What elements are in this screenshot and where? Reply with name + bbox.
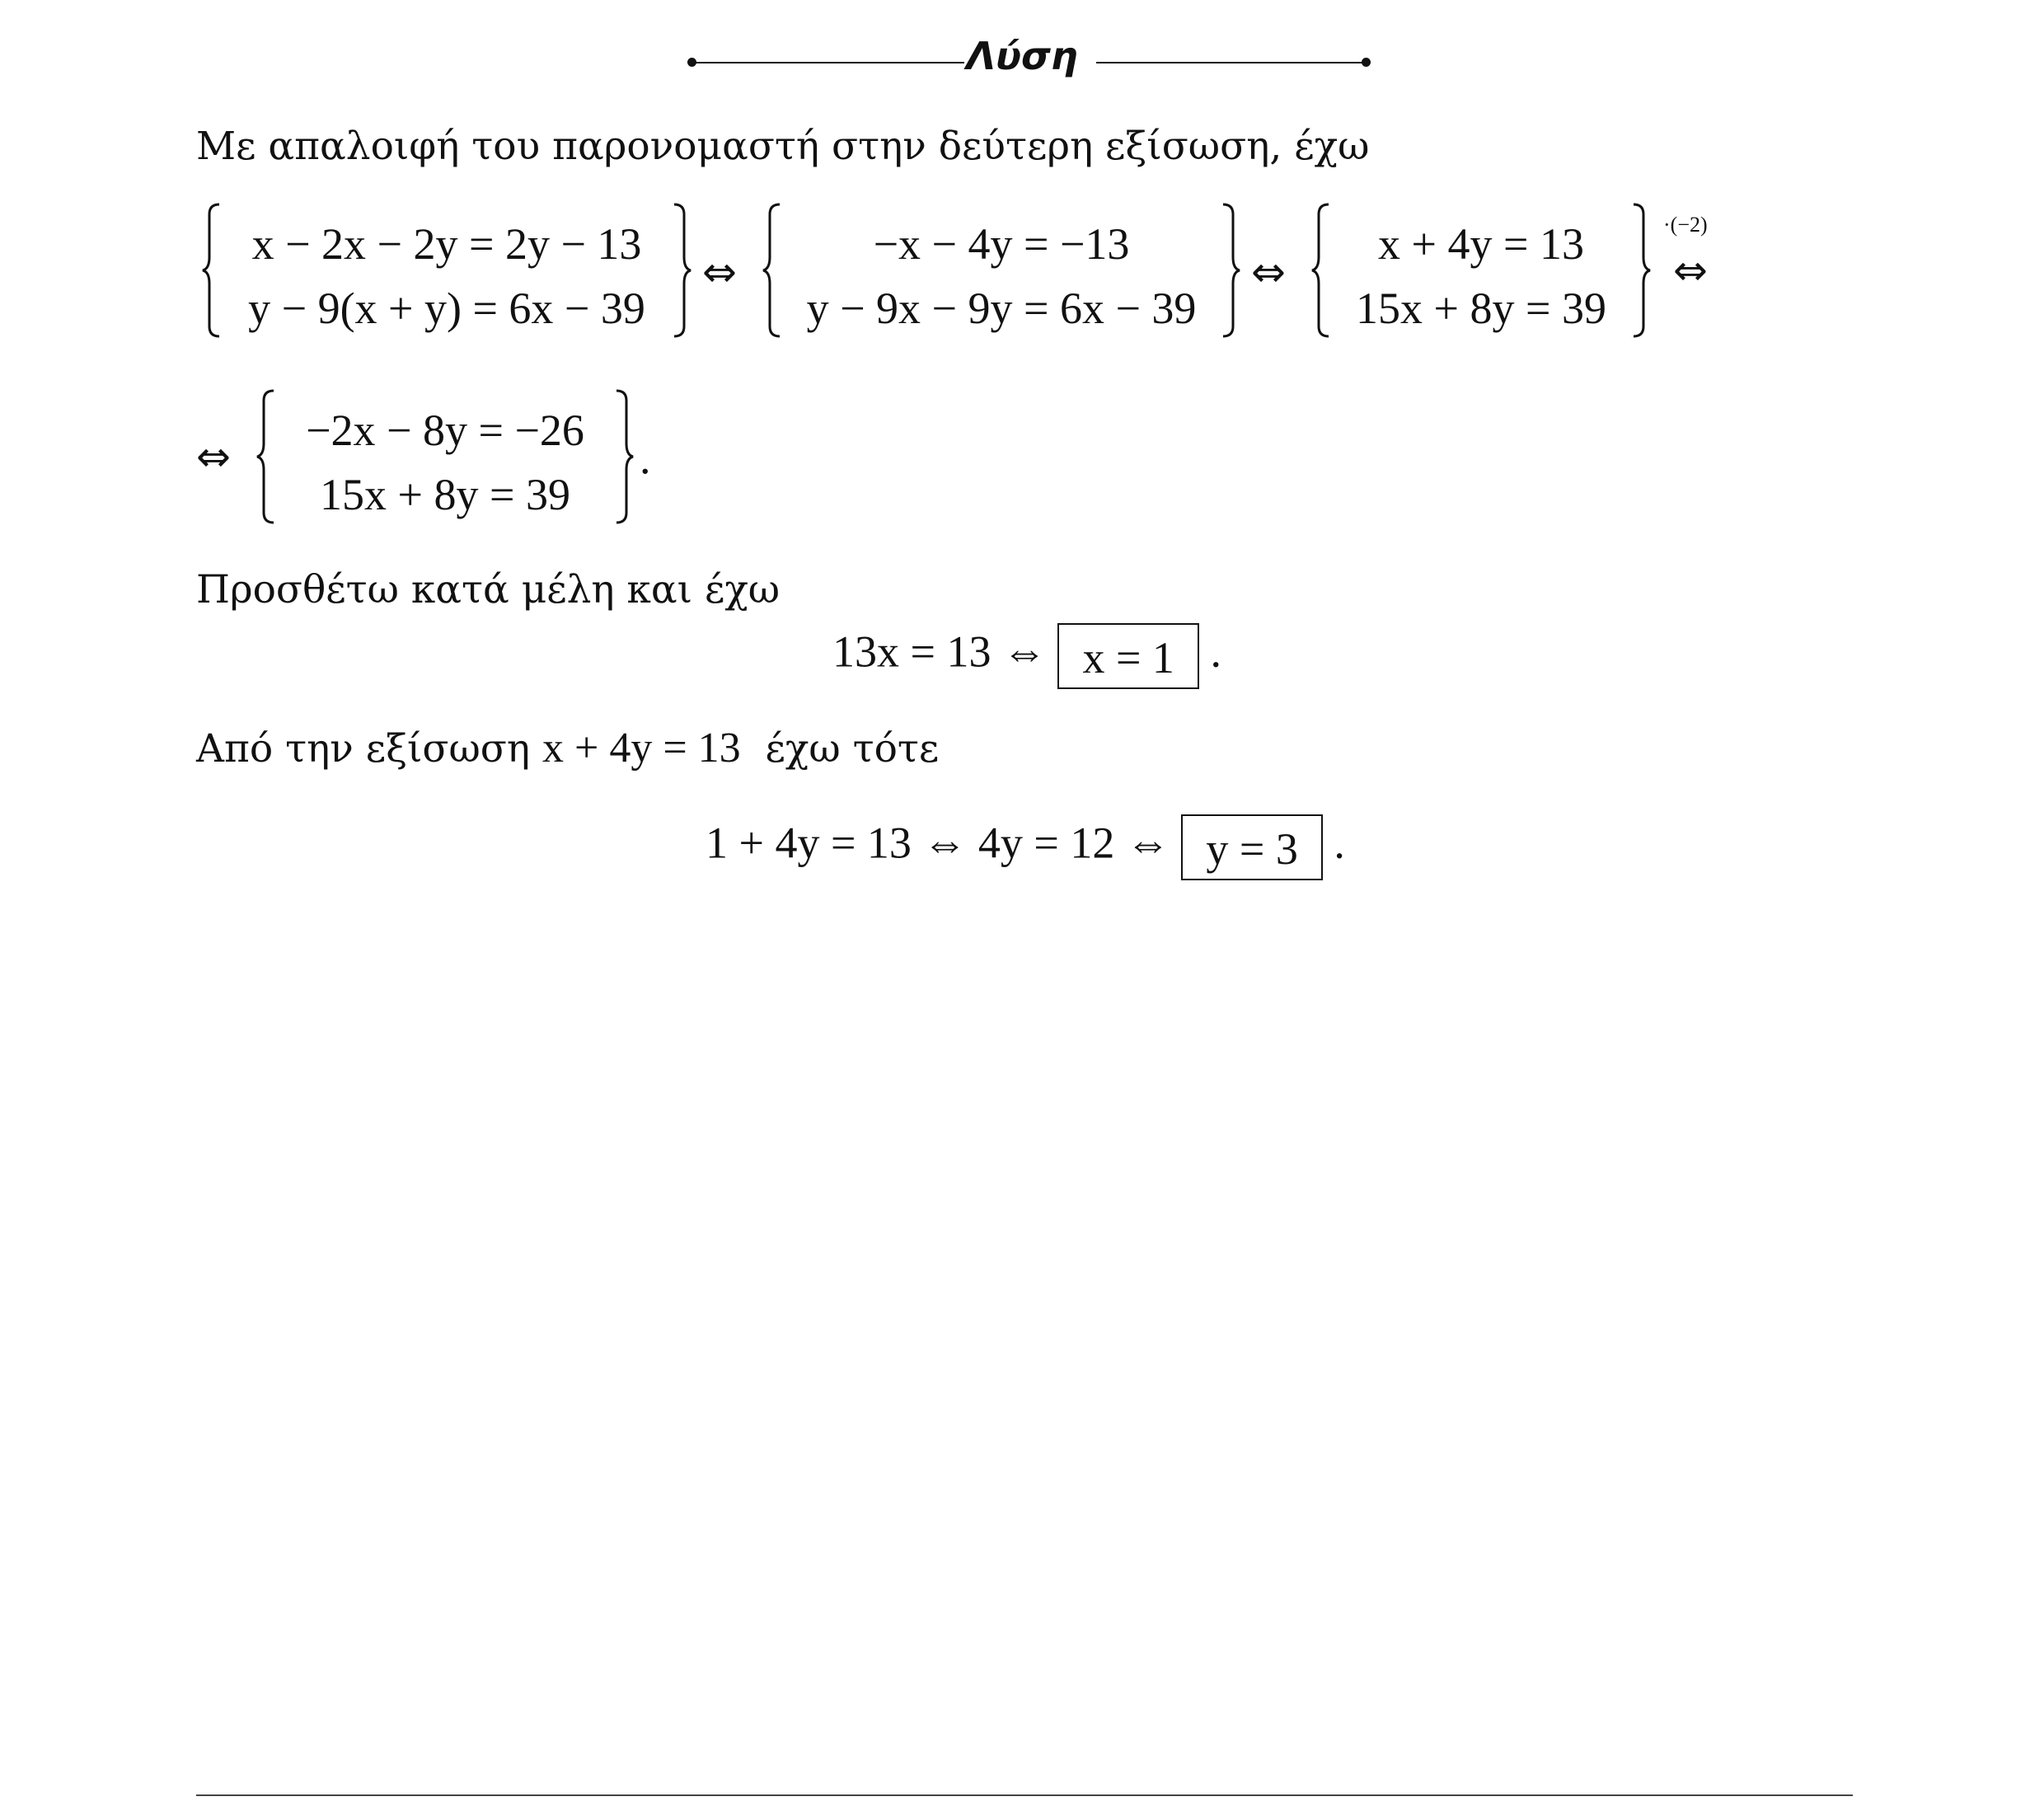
- y-result-box: y = 3: [1181, 814, 1322, 880]
- x-equation-lhs: 13x = 13 ⇔: [832, 626, 1047, 677]
- equation-row: −2x − 8y = −26: [306, 406, 584, 455]
- add-text: Προσθέτω κατά μέλη και έχω: [196, 567, 781, 612]
- y-equation: [706, 814, 1345, 880]
- equation-row: −x − 4y = −13: [873, 219, 1130, 269]
- equation-row: 15x + 8y = 39: [320, 470, 570, 519]
- system-4: [259, 381, 631, 529]
- equation-row: x + 4y = 13: [1378, 219, 1584, 269]
- header-left-rule: [692, 62, 964, 63]
- system-end-period: .: [640, 434, 651, 483]
- header-right-rule: [1096, 62, 1368, 63]
- intro-text: Με απαλοιφή του παρονομαστή στην δεύτερη εξίσωση, έχω: [196, 124, 1370, 169]
- from-text-suffix: έχω τότε: [740, 726, 940, 772]
- x-equation-period: .: [1210, 626, 1221, 677]
- right-brace: [671, 203, 692, 338]
- equivalence-arrow: ⇔: [1673, 246, 1708, 294]
- system-3: [1314, 195, 1648, 343]
- x-equation: [832, 623, 1221, 689]
- header-right-dot: [1362, 58, 1371, 67]
- equivalence-arrow: ⇔: [702, 248, 737, 296]
- equation-row: 15x + 8y = 39: [1356, 284, 1606, 333]
- from-text: [196, 724, 939, 774]
- footer-rule: [196, 1794, 1853, 1796]
- y-equation-period: .: [1334, 818, 1345, 868]
- equation-row: x − 2x − 2y = 2y − 13: [251, 219, 642, 269]
- right-brace: [1220, 203, 1241, 338]
- equation-row: y − 9x − 9y = 6x − 39: [806, 284, 1197, 333]
- equivalence-arrow: ⇔: [196, 433, 231, 481]
- from-text-prefix: Από την εξίσωση: [196, 726, 542, 772]
- x-result-box: x = 1: [1057, 623, 1198, 689]
- right-brace: [1630, 203, 1652, 338]
- section-title: Λύση: [966, 34, 1078, 78]
- system-2: [765, 195, 1238, 343]
- multiplier-label: ·(−2): [1663, 213, 1708, 237]
- y-equation-lhs: 1 + 4y = 13 ⇔ 4y = 12 ⇔: [706, 818, 1170, 868]
- system-1: [204, 195, 689, 343]
- right-brace: [613, 389, 635, 524]
- equation-row: y − 9(x + y) = 6x − 39: [248, 284, 645, 333]
- from-text-equation: x + 4y = 13: [542, 725, 741, 772]
- equivalence-arrow: ⇔: [1251, 248, 1286, 296]
